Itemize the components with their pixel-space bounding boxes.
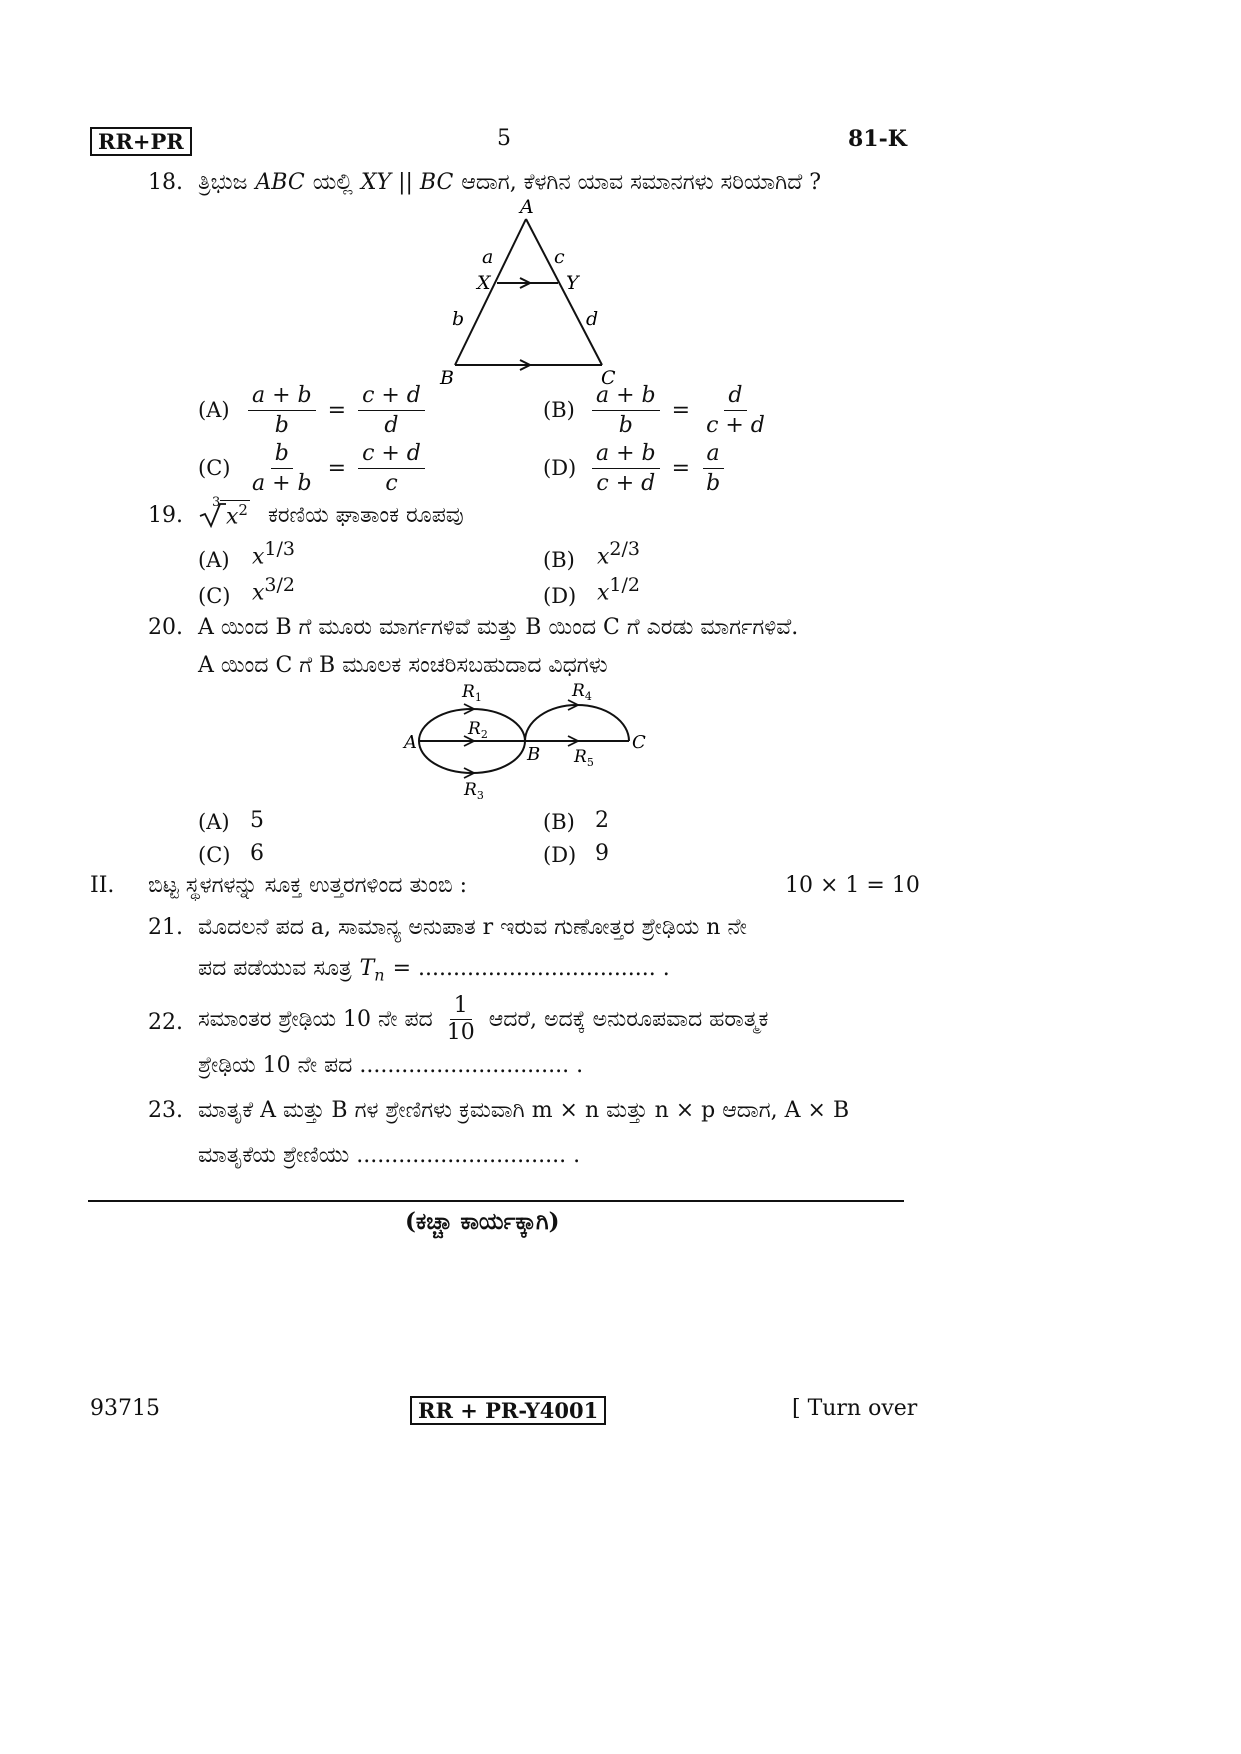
q18-text-a: ತ್ರಿಭುಜ xyxy=(198,170,248,195)
q18-option-a-label: (A) xyxy=(198,398,230,422)
radical-expression xyxy=(198,495,250,530)
frac-num: a + b xyxy=(248,383,316,411)
q18-text-b: ABC xyxy=(255,170,305,195)
node-c-label: C xyxy=(632,732,646,753)
triangle-figure xyxy=(420,195,660,390)
q18-option-d xyxy=(592,441,724,496)
radical-sign-icon xyxy=(198,502,226,528)
q19-option-b-label: (B) xyxy=(543,548,575,572)
power-exponent: 3/2 xyxy=(264,574,295,596)
q18-option-c xyxy=(248,441,425,496)
q23-number: 23. xyxy=(148,1098,183,1123)
equals-sign: = xyxy=(671,398,691,423)
segment-a-label: a xyxy=(482,246,494,268)
frac-den: c + d xyxy=(596,471,656,496)
q22-line1 xyxy=(198,995,768,1044)
point-y-label: Y xyxy=(566,272,579,294)
frac-den: c xyxy=(385,471,398,496)
q20-option-d-label: (D) xyxy=(543,843,577,867)
routes-figure xyxy=(400,678,670,803)
q20-line2: A ಯಿಂದ C ಗೆ B ಮೂಲಕ ಸಂಚರಿಸಬಹುದಾದ ವಿಧಗಳು xyxy=(198,653,608,678)
q20-option-c-value: 6 xyxy=(250,841,264,866)
node-b-label: B xyxy=(527,744,541,765)
section-marks: 10 × 1 = 10 xyxy=(785,873,920,898)
q19-option-a xyxy=(252,540,295,568)
q22-text-b: ಆದರೆ, ಅದಕ್ಕೆ ಅನುರೂಪವಾದ ಹರಾತ್ಮಕ xyxy=(488,1006,769,1032)
route-r4-label: $R_4$ xyxy=(572,681,592,703)
term-subscript: n xyxy=(374,965,385,985)
paper-code-badge: RR+PR xyxy=(90,127,192,156)
power-exponent: 1/2 xyxy=(609,574,640,596)
q21-number: 21. xyxy=(148,915,183,940)
equals-sign: = xyxy=(327,398,347,423)
q19-option-b xyxy=(597,540,640,568)
frac-num: a + b xyxy=(592,383,660,411)
q20-number: 20. xyxy=(148,615,183,640)
footer-paper-code: RR + PR-Y4001 xyxy=(410,1396,606,1425)
q19-option-d xyxy=(597,576,640,604)
q22-number: 22. xyxy=(148,1010,183,1035)
vertex-c-label: C xyxy=(601,367,616,389)
radicand-exponent: 2 xyxy=(238,501,248,519)
term-symbol: T xyxy=(359,956,375,981)
route-r2-label: $R_2$ xyxy=(468,719,488,741)
frac-den: b xyxy=(274,413,289,438)
q22-line2: ಶ್ರೇಢಿಯ 10 ನೇ ಪದ .............................. . xyxy=(198,1053,584,1078)
q20-option-b-value: 2 xyxy=(595,808,609,833)
subject-code: 81-K xyxy=(848,126,907,152)
q21-line2 xyxy=(198,958,670,983)
rough-work-label: (ಕಚ್ಚಾ ಕಾರ್ಯಕ್ಕಾಗಿ) xyxy=(405,1208,560,1235)
segment-b-label: b xyxy=(452,308,465,330)
node-a-label: A xyxy=(404,732,417,753)
equals-sign: = xyxy=(327,456,347,481)
q21-line2-text: ಪದ ಪಡೆಯುವ ಸೂತ್ರ xyxy=(198,956,352,981)
power-base: x xyxy=(597,544,610,570)
q18-number: 18. xyxy=(148,170,183,195)
q23-line1: ಮಾತೃಕೆ A ಮತ್ತು B ಗಳ ಶ್ರೇಣಿಗಳು ಕ್ರಮವಾಗಿ m × n ಮತ್ತು n × p ಆದಾಗ, A × B xyxy=(198,1098,850,1123)
frac-den: 10 xyxy=(446,1020,475,1045)
frac-num: a + b xyxy=(592,441,660,469)
q18-text-d: XY || BC xyxy=(360,170,454,195)
route-r5-label: $R_5$ xyxy=(574,747,594,769)
segment-d-label: d xyxy=(586,308,599,330)
power-base: x xyxy=(252,580,265,606)
q18-text xyxy=(198,172,821,194)
formula-term xyxy=(360,958,385,983)
frac-num: 1 xyxy=(450,995,472,1020)
q20-option-b-label: (B) xyxy=(543,810,575,834)
power-base: x xyxy=(597,580,610,606)
q22-text-a: ಸಮಾಂತರ ಶ್ರೇಢಿಯ 10 ನೇ ಪದ xyxy=(198,1006,433,1032)
segment-c-label: c xyxy=(554,246,565,268)
section-number: II. xyxy=(90,873,115,898)
frac-num: d xyxy=(724,383,746,411)
frac-num: a xyxy=(703,441,724,469)
q20-option-c-label: (C) xyxy=(198,843,231,867)
q23-line2: ಮಾತೃಕೆಯ ಶ್ರೇಣಿಯು .............................. . xyxy=(198,1143,581,1168)
q18-option-c-label: (C) xyxy=(198,456,231,480)
q18-option-b-label: (B) xyxy=(543,398,575,422)
frac-den: b xyxy=(706,471,721,496)
vertex-b-label: B xyxy=(440,367,454,389)
equals-sign: = xyxy=(671,456,691,481)
frac-num: b xyxy=(271,441,293,469)
frac-den: d xyxy=(384,413,399,438)
q18-option-a xyxy=(248,383,425,438)
q18-option-d-label: (D) xyxy=(543,456,577,480)
q19-radical xyxy=(198,495,250,530)
q19-option-c xyxy=(252,576,295,604)
power-base: x xyxy=(252,544,265,570)
turn-over-label: [ Turn over xyxy=(792,1396,918,1421)
q18-text-e: ಆದಾಗ, ಕೆಳಗಿನ ಯಾವ ಸಮಾನಗಳು ಸರಿಯಾಗಿದೆ ? xyxy=(461,170,822,195)
q21-answer-blank: = .................................. . xyxy=(392,956,670,981)
q20-line1: A ಯಿಂದ B ಗೆ ಮೂರು ಮಾರ್ಗಗಳಿವೆ ಮತ್ತು B ಯಿಂದ C ಗೆ ಎರಡು ಮಾರ್ಗಗಳಿವೆ. xyxy=(198,615,799,640)
route-r1-label: $R_1$ xyxy=(462,682,482,704)
vertex-a-label: A xyxy=(520,196,534,218)
q20-option-a-label: (A) xyxy=(198,810,230,834)
q21-line1: ಮೊದಲನೆ ಪದ a, ಸಾಮಾನ್ಯ ಅನುಪಾತ r ಇರುವ ಗುಣೋತ್ತರ ಶ್ರೇಢಿಯ n ನೇ xyxy=(198,915,747,940)
q18-option-b xyxy=(592,383,769,438)
q20-option-d-value: 9 xyxy=(595,841,609,866)
frac-den: b xyxy=(618,413,633,438)
route-r3-label: $R_3$ xyxy=(464,780,484,802)
frac-den: a + b xyxy=(252,471,312,496)
q19-option-d-label: (D) xyxy=(543,584,577,608)
q19-option-a-label: (A) xyxy=(198,548,230,572)
footer-serial: 93715 xyxy=(90,1396,160,1421)
q20-option-a-value: 5 xyxy=(250,808,264,833)
frac-num: c + d xyxy=(358,383,425,411)
page-number: 5 xyxy=(497,126,511,151)
q18-text-c: ಯಲ್ಲಿ xyxy=(312,170,353,195)
divider xyxy=(88,1200,904,1202)
section-instruction: ಬಿಟ್ಟ ಸ್ಥಳಗಳನ್ನು ಸೂಕ್ತ ಉತ್ತರಗಳಿಂದ ತುಂಬಿ : xyxy=(148,873,468,898)
frac-num: c + d xyxy=(358,441,425,469)
q19-number: 19. xyxy=(148,503,183,528)
power-exponent: 2/3 xyxy=(609,538,640,560)
power-exponent: 1/3 xyxy=(264,538,295,560)
q19-option-c-label: (C) xyxy=(198,584,231,608)
point-x-label: X xyxy=(477,272,491,294)
q19-text: ಕರಣಿಯ ಘಾತಾಂಕ ರೂಪವು xyxy=(268,503,464,528)
frac-den: c + d xyxy=(706,413,765,438)
radical-index: 3 xyxy=(212,495,221,510)
radicand: x xyxy=(226,504,239,530)
